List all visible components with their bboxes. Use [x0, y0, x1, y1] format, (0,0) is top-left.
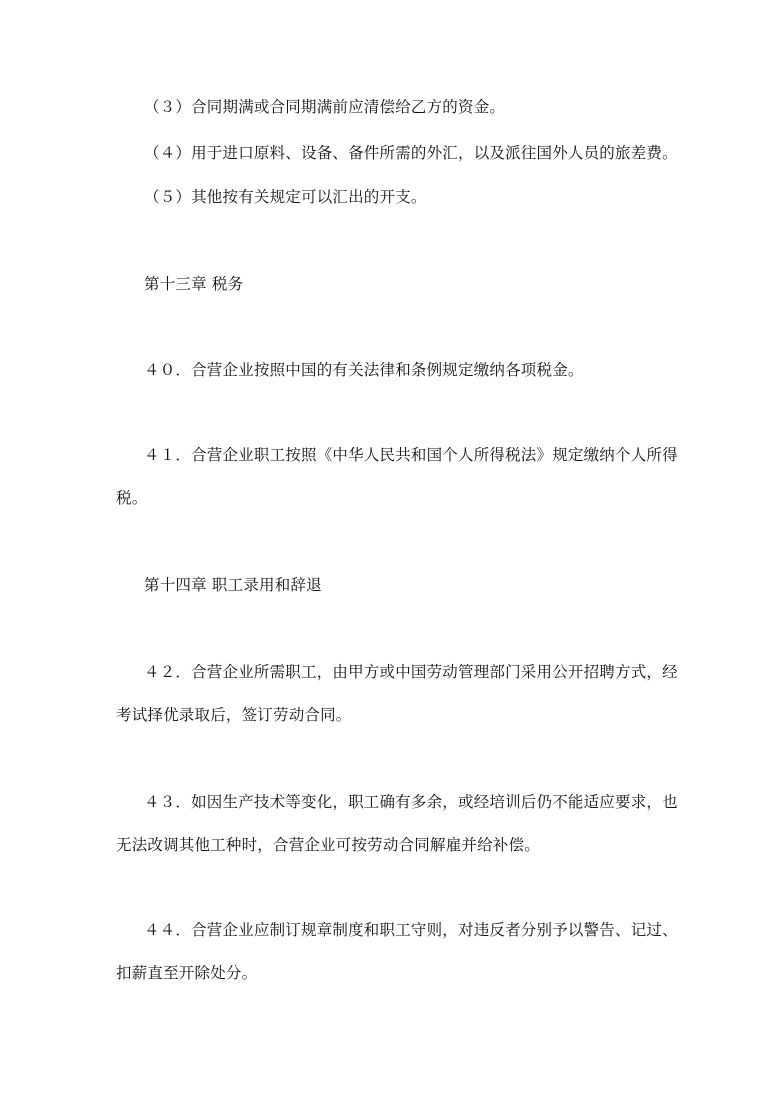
article-41-line-1: ４１．合营企业职工按照《中华人民共和国个人所得税法》规定缴纳个人所得 — [144, 446, 678, 464]
article-43-line-2: 无法改调其他工种时，合营企业可按劳动合同解雇并给补偿。 — [116, 836, 540, 854]
article-44-line-1: ４４．合营企业应制订规章制度和职工守则，对违反者分别予以警告、记过、 — [144, 921, 678, 939]
article-41-line-2: 税。 — [116, 489, 148, 507]
article-44-line-2: 扣薪直至开除处分。 — [116, 964, 258, 982]
article-43-line-1: ４３．如因生产技术等变化，职工确有多余，或经培训后仍不能适应要求，也 — [144, 793, 678, 811]
chapter-13-heading: 第十三章 税务 — [144, 275, 244, 293]
list-item-4: （４）用于进口原料、设备、备件所需的外汇，以及派往国外人员的旅差费。 — [144, 144, 678, 162]
article-42-line-1: ４２．合营企业所需职工，由甲方或中国劳动管理部门采用公开招聘方式，经 — [144, 663, 678, 681]
article-42-line-2: 考试择优录取后，签订劳动合同。 — [116, 706, 352, 724]
list-item-5: （５）其他按有关规定可以汇出的开支。 — [144, 188, 427, 206]
article-40: ４０．合营企业按照中国的有关法律和条例规定缴纳各项税金。 — [144, 361, 584, 379]
chapter-14-heading: 第十四章 职工录用和辞退 — [144, 576, 322, 594]
list-item-3: （３）合同期满或合同期满前应清偿给乙方的资金。 — [144, 98, 506, 116]
